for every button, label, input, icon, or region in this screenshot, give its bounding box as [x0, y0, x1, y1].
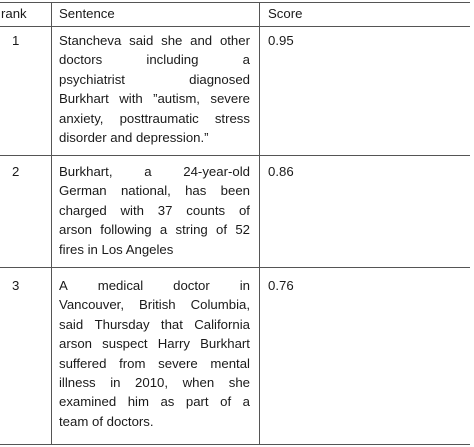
sentence-word: A [59, 278, 68, 293]
rank-cell: 1 [12, 33, 20, 48]
sentence-line [59, 128, 250, 147]
sentence-line [59, 89, 250, 108]
sentence-word: charged [59, 202, 107, 218]
sentence-line [59, 240, 250, 259]
sentence-word: him [127, 394, 149, 410]
sentence-line [59, 220, 250, 239]
sentence-word: as [160, 394, 175, 410]
sentence-word: Stancheva [59, 33, 122, 48]
sentence-word: a [159, 222, 168, 238]
sentence-word: California [194, 316, 250, 332]
sentence-word: suspect [102, 336, 148, 352]
sentence-word: and [190, 33, 213, 48]
sentence-line [59, 109, 250, 128]
sentence-word: medical [97, 278, 144, 293]
sentence-word: arson [59, 222, 92, 238]
sentence-line [59, 295, 250, 314]
sentence-word: of [238, 202, 250, 218]
sentence-cell [59, 31, 250, 147]
sentence-word: a [144, 164, 152, 179]
sentence-word: Vancouver, [59, 297, 125, 313]
table-row [0, 268, 474, 446]
sentence-word: including [146, 52, 199, 68]
sentence-word: German [59, 183, 107, 199]
sentence-word: doctors [59, 52, 103, 68]
row-divider [0, 155, 470, 156]
sentence-word: Thursday [94, 316, 150, 332]
sentence-word: she [161, 33, 183, 48]
sentence-word: said [129, 33, 154, 48]
sentence-line [59, 181, 250, 200]
sentence-word: of [216, 222, 228, 238]
sentence-cell [59, 276, 250, 431]
sentence-word: when [182, 374, 215, 390]
sentence-word: of [220, 394, 232, 410]
sentence-word: anxiety, [59, 110, 104, 126]
sentence-word: that [160, 316, 183, 332]
sentence-word: following [100, 222, 152, 238]
sentence-word: has [185, 183, 207, 199]
sentence-word: she [228, 374, 250, 390]
header-row [0, 2, 474, 26]
sentence-word: severe [210, 91, 250, 107]
sentence-line [59, 392, 250, 411]
sentence-word: suffered [59, 355, 107, 371]
table-row [0, 157, 474, 267]
sentence-word: Harry [157, 336, 190, 352]
sentence-word: 52 [235, 222, 250, 238]
sentence-text: team of doctors. [59, 413, 154, 429]
sentence-line [59, 201, 250, 220]
sentence-word: arson [59, 336, 92, 352]
sentence-word: said [59, 316, 84, 332]
sentence-word: psychiatrist [59, 71, 125, 87]
sentence-word: posttraumatic [119, 110, 199, 126]
sentence-word: mental [210, 355, 250, 371]
score-column-header: Score [268, 6, 303, 21]
sentence-word: British [139, 297, 176, 313]
sentence-line [59, 412, 250, 431]
sentence-word: ”autism, [153, 91, 200, 107]
sentence-word: part [185, 394, 209, 410]
sentence-word: Burkhart, [59, 164, 113, 179]
sentence-line [59, 31, 250, 50]
sentence-word: Columbia, [190, 297, 250, 313]
sentence-word: a [242, 52, 250, 68]
sentence-word: with [120, 202, 144, 218]
sentence-word: string [175, 222, 208, 238]
rank-column-header: rank [1, 6, 27, 21]
sentence-word: counts [186, 202, 226, 218]
sentence-line [59, 354, 250, 373]
sentence-word: a [242, 394, 250, 410]
sentence-word: been [220, 183, 250, 199]
sentence-line [59, 276, 250, 295]
sentence-word: 37 [157, 202, 173, 218]
sentence-word: in [110, 374, 121, 390]
sentence-word: severe [158, 355, 198, 371]
sentence-word: illness [59, 374, 96, 390]
sentence-column-header: Sentence [59, 6, 115, 21]
sentence-word: diagnosed [189, 71, 250, 87]
sentence-word: 2010, [135, 374, 169, 390]
sentence-word: 24-year-old [183, 164, 250, 179]
sentence-word: from [119, 355, 146, 371]
sentence-word: doctor [173, 278, 210, 293]
sentence-word: other [219, 33, 250, 48]
sentence-word: Burkhart [59, 91, 109, 107]
rank-cell: 2 [12, 164, 20, 179]
score-cell: 0.95 [268, 33, 294, 48]
sentence-word: with [119, 91, 143, 107]
sentence-cell [59, 162, 250, 259]
sentence-line [59, 334, 250, 353]
score-cell: 0.76 [268, 278, 294, 293]
sentence-line [59, 373, 250, 392]
sentence-text: disorder and depression.” [59, 129, 209, 145]
sentence-line [59, 315, 250, 334]
sentence-word: examined [59, 394, 117, 410]
sentence-line [59, 162, 250, 181]
sentence-line [59, 70, 250, 89]
sentence-word: in [239, 278, 250, 293]
sentence-line [59, 50, 250, 69]
table-row [0, 27, 474, 155]
score-cell: 0.86 [268, 164, 294, 179]
sentence-word: stress [214, 110, 250, 126]
sentence-word: Burkhart [200, 336, 250, 352]
sentence-word: national, [120, 183, 171, 199]
rank-cell: 3 [12, 278, 20, 293]
sentence-text: fires in Los Angeles [59, 241, 174, 257]
